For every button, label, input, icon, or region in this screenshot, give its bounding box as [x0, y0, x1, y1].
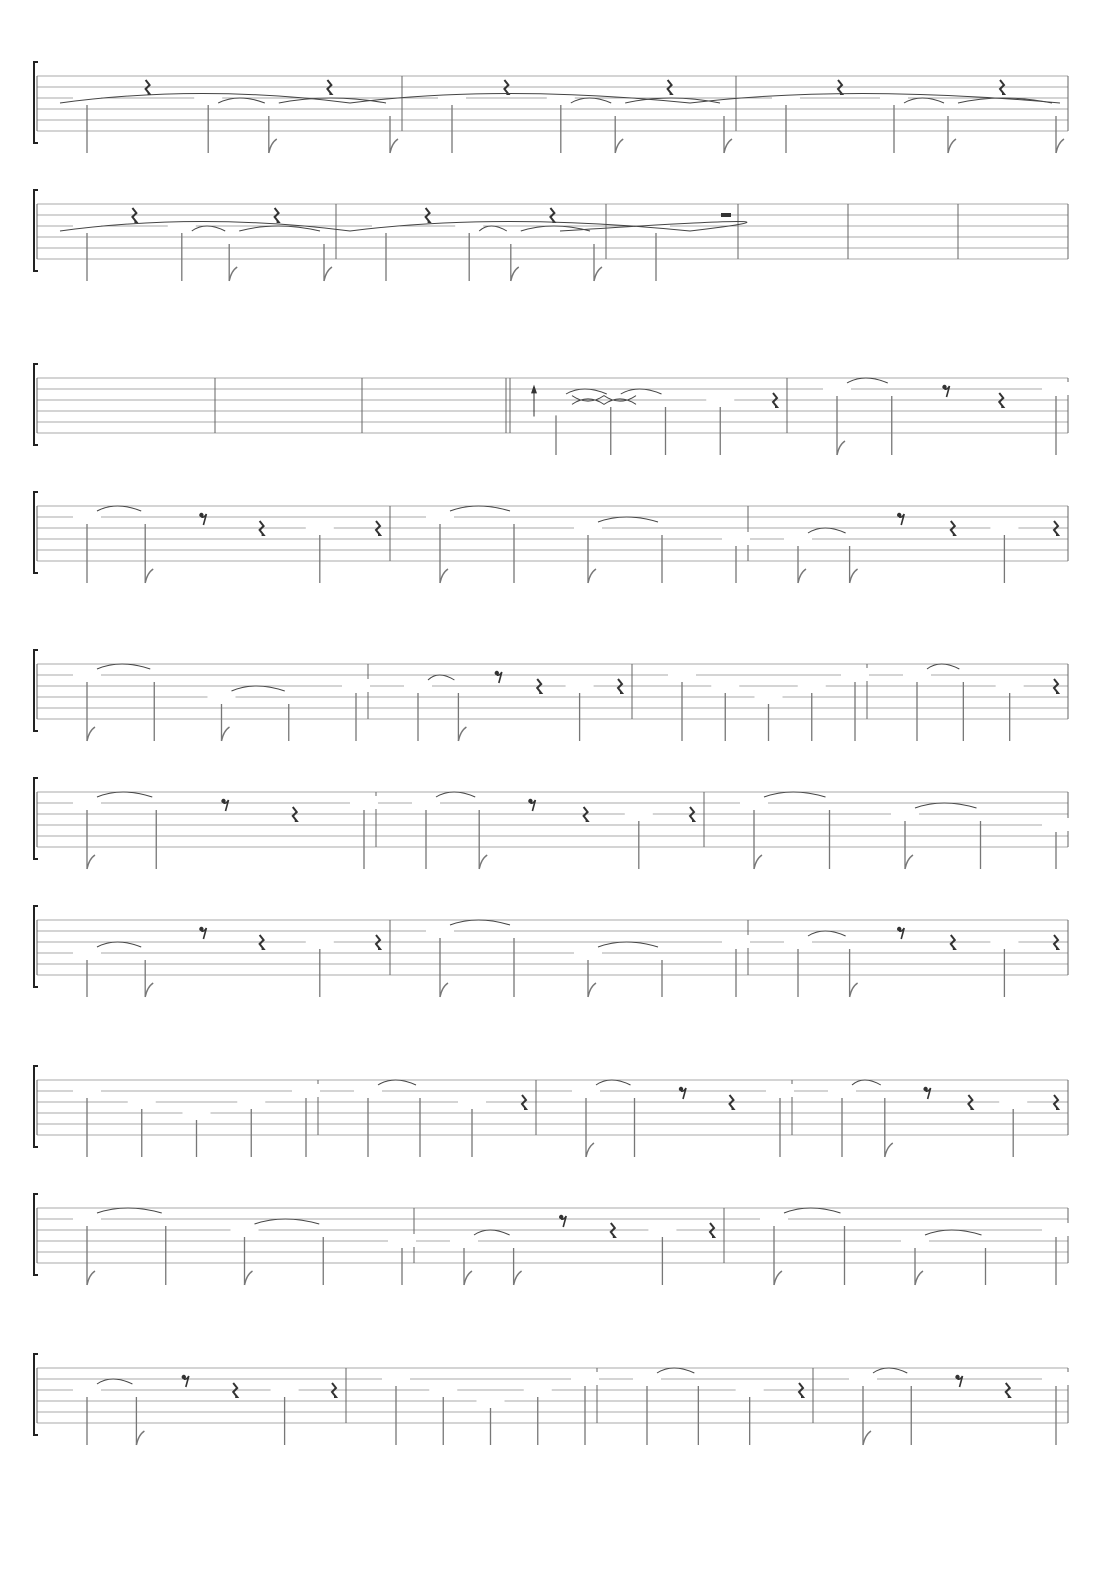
- tie: [847, 378, 888, 383]
- quarter-rest: [327, 80, 331, 94]
- quarter-rest: [1006, 1383, 1010, 1397]
- fret-knockout: [990, 935, 1018, 948]
- eighth-flag: [464, 1271, 472, 1285]
- fret-knockout: [706, 393, 734, 406]
- fret-knockout: [350, 796, 378, 809]
- fret-knockout: [996, 679, 1024, 692]
- fret-knockout: [574, 521, 602, 534]
- fret-knockout: [73, 510, 101, 523]
- fret-knockout: [880, 91, 908, 104]
- eighth-flag: [87, 855, 95, 869]
- quarter-rest: [376, 935, 380, 949]
- fret-knockout: [901, 1234, 929, 1247]
- measure: [572, 1080, 794, 1157]
- eighth-rest: [897, 513, 904, 525]
- fret-knockout: [426, 510, 454, 523]
- eighth-rest: [199, 513, 206, 525]
- eighth-rest: [679, 1087, 686, 1099]
- eighth-flag: [850, 983, 858, 997]
- fret-knockout: [477, 1394, 505, 1407]
- fret-knockout: [849, 1372, 877, 1385]
- quarter-rest: [1000, 80, 1004, 94]
- eighth-rest: [495, 671, 502, 683]
- quarter-rest: [260, 521, 264, 535]
- fret-knockout: [426, 924, 454, 937]
- fret-knockout: [784, 532, 812, 545]
- eighth-flag: [145, 569, 153, 583]
- fret-knockout: [73, 1084, 101, 1097]
- tie: [621, 389, 662, 394]
- fret-knockout: [438, 91, 466, 104]
- fret-knockout: [1042, 818, 1070, 831]
- fret-knockout: [73, 91, 101, 104]
- fret-knockout: [566, 679, 594, 692]
- fret-knockout: [524, 1383, 552, 1396]
- eighth-flag: [514, 1271, 522, 1285]
- quarter-rest: [332, 1383, 336, 1397]
- eighth-flag: [145, 983, 153, 997]
- measure: [823, 378, 1070, 455]
- tie: [474, 1230, 510, 1235]
- fret-knockout: [784, 935, 812, 948]
- quarter-rest: [584, 807, 588, 821]
- tie: [232, 686, 285, 691]
- quarter-rest: [426, 208, 430, 222]
- fret-knockout: [404, 679, 432, 692]
- fret-knockout: [128, 1095, 156, 1108]
- tie: [915, 803, 977, 808]
- fret-knockout: [828, 1084, 856, 1097]
- quarter-rest: [710, 1223, 714, 1237]
- eighth-flag: [458, 727, 466, 741]
- fret-knockout: [429, 1383, 457, 1396]
- fret-knockout: [73, 1212, 101, 1225]
- quarter-rest: [293, 807, 297, 821]
- measure: [73, 664, 370, 741]
- fret-knockout: [458, 1095, 486, 1108]
- fret-knockout: [755, 690, 783, 703]
- tie: [378, 1080, 416, 1085]
- quarter-rest: [838, 80, 842, 94]
- eighth-rest: [199, 927, 206, 939]
- eighth-rest: [897, 927, 904, 939]
- tie: [571, 98, 611, 103]
- eighth-flag: [269, 139, 277, 153]
- fret-knockout: [772, 91, 800, 104]
- measure: [372, 208, 602, 281]
- quarter-rest: [1054, 935, 1058, 949]
- measure: [849, 1368, 1070, 1445]
- eighth-flag: [798, 569, 806, 583]
- eighth-rest: [528, 799, 535, 811]
- fret-knockout: [306, 935, 334, 948]
- quarter-rest: [611, 1223, 615, 1237]
- eighth-rest: [955, 1375, 962, 1387]
- tie: [808, 931, 846, 936]
- quarter-rest: [233, 1383, 237, 1397]
- fret-knockout: [990, 521, 1018, 534]
- tie: [479, 226, 507, 231]
- fret-knockout: [73, 668, 101, 681]
- measure: [73, 1084, 320, 1157]
- tab-system: [34, 492, 1068, 583]
- eighth-flag: [615, 139, 623, 153]
- measure: [73, 506, 380, 583]
- measure: [73, 927, 380, 997]
- eighth-flag: [136, 1431, 144, 1445]
- fret-knockout: [668, 668, 696, 681]
- eighth-flag: [774, 1271, 782, 1285]
- eighth-flag: [885, 1143, 893, 1157]
- tie: [925, 1230, 982, 1235]
- eighth-flag: [915, 1271, 923, 1285]
- fret-knockout: [450, 1234, 478, 1247]
- quarter-rest: [618, 679, 622, 693]
- measure: [73, 208, 332, 281]
- tab-system: [34, 906, 1068, 997]
- fret-knockout: [547, 91, 575, 104]
- tie: [596, 1080, 631, 1085]
- quarter-rest: [999, 393, 1003, 407]
- quarter-rest: [550, 208, 554, 222]
- eighth-flag: [87, 1271, 95, 1285]
- measure: [784, 927, 1058, 997]
- tie: [927, 664, 959, 669]
- tab-system: [34, 1194, 1070, 1285]
- fret-knockout: [208, 690, 236, 703]
- fret-knockout: [237, 1095, 265, 1108]
- tie: [904, 98, 944, 103]
- eighth-flag: [754, 855, 762, 869]
- quarter-rest: [1054, 1095, 1058, 1109]
- tie: [97, 1208, 162, 1213]
- quarter-rest: [146, 80, 150, 94]
- measure: [73, 1375, 336, 1445]
- eighth-flag: [588, 569, 596, 583]
- fret-knockout: [1042, 382, 1070, 395]
- eighth-flag: [390, 139, 398, 153]
- eighth-flag: [440, 569, 448, 583]
- quarter-rest: [799, 1383, 803, 1397]
- eighth-flag: [948, 139, 956, 153]
- measure: [426, 920, 750, 997]
- eighth-flag: [511, 267, 519, 281]
- tie: [97, 792, 152, 797]
- quarter-rest: [773, 393, 777, 407]
- fret-knockout: [306, 521, 334, 534]
- measure: [784, 513, 1058, 583]
- measure: [412, 792, 694, 869]
- measure: [828, 1080, 1058, 1157]
- eighth-flag: [837, 441, 845, 455]
- fret-knockout: [903, 668, 931, 681]
- tie: [566, 389, 607, 394]
- eighth-flag: [245, 1271, 253, 1285]
- eighth-rest: [923, 1087, 930, 1099]
- quarter-rest: [260, 935, 264, 949]
- fret-knockout: [73, 219, 101, 232]
- fret-knockout: [372, 219, 400, 232]
- fret-knockout: [1042, 1223, 1070, 1236]
- tie: [657, 1368, 694, 1373]
- tab-system: [34, 778, 1070, 869]
- quarter-rest: [668, 80, 672, 94]
- eighth-flag: [440, 983, 448, 997]
- fret-knockout: [292, 1084, 320, 1097]
- tie: [852, 1080, 881, 1085]
- tie: [450, 506, 510, 511]
- fret-knockout: [168, 219, 196, 232]
- eighth-flag: [850, 569, 858, 583]
- fret-knockout: [823, 382, 851, 395]
- eighth-flag: [905, 855, 913, 869]
- quarter-rest: [522, 1095, 526, 1109]
- measure: [438, 80, 732, 153]
- fret-knockout: [760, 1212, 788, 1225]
- fret-knockout: [455, 219, 483, 232]
- tie: [97, 664, 150, 669]
- tab-system: [34, 364, 1070, 455]
- measure: [426, 506, 750, 583]
- tie: [218, 98, 265, 103]
- tie: [808, 528, 846, 533]
- fret-knockout: [766, 1084, 794, 1097]
- quarter-rest: [1054, 679, 1058, 693]
- eighth-flag: [863, 1431, 871, 1445]
- eighth-flag: [588, 983, 596, 997]
- measure: [633, 1368, 803, 1445]
- quarter-rest: [730, 1095, 734, 1109]
- tie: [255, 1219, 320, 1224]
- tie: [521, 226, 590, 231]
- measure: [450, 1215, 714, 1285]
- eighth-flag: [479, 855, 487, 869]
- eighth-flag: [229, 267, 237, 281]
- half-rest: [721, 213, 731, 217]
- fret-knockout: [231, 1223, 259, 1236]
- eighth-rest: [942, 385, 949, 397]
- fret-knockout: [722, 935, 750, 948]
- tie: [784, 1208, 841, 1213]
- tab-system: [34, 62, 1068, 153]
- measure: [760, 1208, 1070, 1285]
- eighth-rest: [182, 1375, 189, 1387]
- fret-knockout: [412, 796, 440, 809]
- quarter-rest: [504, 80, 508, 94]
- tab-system: [34, 190, 1068, 281]
- fret-knockout: [891, 807, 919, 820]
- measure: [740, 792, 1070, 869]
- tie: [97, 942, 141, 947]
- measure: [404, 671, 622, 741]
- tie: [598, 942, 658, 947]
- quarter-rest: [1054, 521, 1058, 535]
- eighth-flag: [324, 267, 332, 281]
- eighth-flag: [222, 727, 230, 741]
- quarter-rest: [275, 208, 279, 222]
- tab-system: [34, 1354, 1070, 1445]
- fret-knockout: [572, 1084, 600, 1097]
- quarter-rest: [376, 521, 380, 535]
- fret-knockout: [841, 668, 869, 681]
- tie: [192, 226, 225, 231]
- tab-system: [34, 1066, 1068, 1157]
- eighth-flag: [594, 267, 602, 281]
- eighth-rest: [221, 799, 228, 811]
- fret-knockout: [633, 1372, 661, 1385]
- tab-system: [34, 650, 1068, 741]
- measure: [73, 792, 378, 869]
- fret-knockout: [574, 946, 602, 959]
- quarter-rest: [968, 1095, 972, 1109]
- fret-knockout: [798, 679, 826, 692]
- fret-knockout: [194, 91, 222, 104]
- tie: [450, 920, 510, 925]
- fret-knockout: [354, 1084, 382, 1097]
- fret-knockout: [73, 796, 101, 809]
- measure: [531, 385, 777, 455]
- measure: [73, 80, 398, 153]
- tie: [97, 1379, 132, 1384]
- quarter-rest: [951, 521, 955, 535]
- quarter-rest: [537, 679, 541, 693]
- tie: [764, 792, 826, 797]
- fret-knockout: [648, 1223, 676, 1236]
- tie: [873, 1368, 907, 1373]
- eighth-flag: [1056, 139, 1064, 153]
- quarter-rest: [132, 208, 136, 222]
- measure: [772, 80, 1064, 153]
- fret-knockout: [382, 1372, 410, 1385]
- fret-knockout: [711, 679, 739, 692]
- fret-knockout: [1042, 1372, 1070, 1385]
- tie: [97, 506, 141, 511]
- measure: [903, 664, 1058, 741]
- eighth-flag: [724, 139, 732, 153]
- fret-knockout: [183, 1106, 211, 1119]
- measure: [382, 1372, 599, 1445]
- measure: [73, 1208, 416, 1285]
- eighth-flag: [586, 1143, 594, 1157]
- fret-knockout: [740, 796, 768, 809]
- quarter-rest: [690, 807, 694, 821]
- fret-knockout: [625, 807, 653, 820]
- fret-knockout: [388, 1234, 416, 1247]
- eighth-flag: [87, 727, 95, 741]
- fret-knockout: [73, 946, 101, 959]
- fret-knockout: [342, 679, 370, 692]
- tie: [436, 792, 475, 797]
- measure: [354, 1080, 526, 1157]
- measure: [668, 668, 869, 741]
- fret-knockout: [722, 532, 750, 545]
- fret-knockout: [736, 1383, 764, 1396]
- fret-knockout: [571, 1372, 599, 1385]
- tie: [598, 517, 658, 522]
- fret-knockout: [73, 1383, 101, 1396]
- fret-knockout: [271, 1383, 299, 1396]
- quarter-rest: [951, 935, 955, 949]
- fret-knockout: [999, 1095, 1027, 1108]
- eighth-rest: [559, 1215, 566, 1227]
